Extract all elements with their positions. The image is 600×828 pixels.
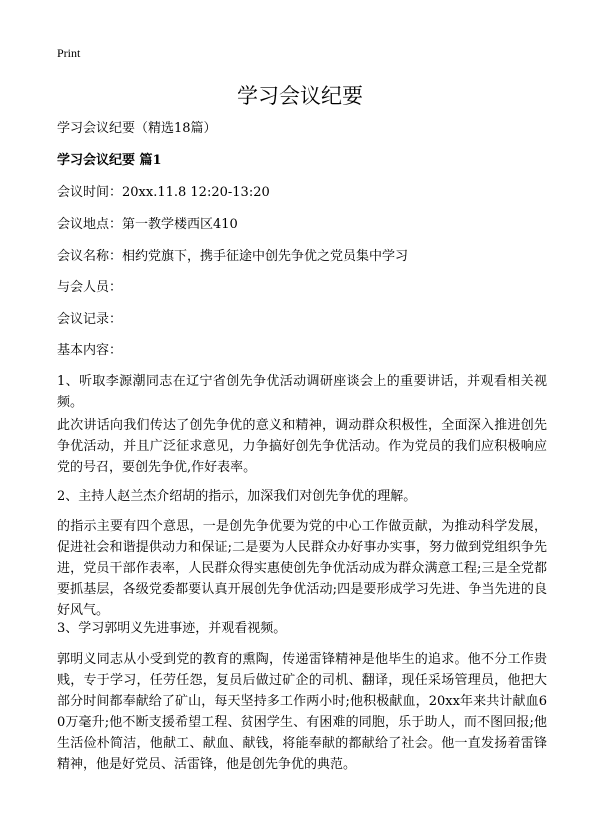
meeting-place: 会议地点：第一教学楼西区410: [57, 217, 238, 232]
paragraph: 3、学习郭明义先进事迹，并观看视频。: [57, 621, 287, 636]
paragraph: 此次讲话向我们传达了创先争优的意义和精神，调动群众积极性，全面深入推进创先争优活动，并且广泛征求意见，力争搞好创先争优活动。作为党员的我们应积极响应党的号召，要创先争优,作好表率。: [57, 418, 547, 475]
meeting-record: 会议记录：: [57, 312, 123, 327]
subtitle: 学习会议纪要（精选18篇）: [57, 121, 217, 136]
paragraph: 郭明义同志从小受到党的教育的熏陶，传递雷锋精神是他毕生的追求。他不分工作贵贱，专于学习，任劳任怨，复员后做过矿企的司机、翻译，现任采场管理员，他把大部分时间都奉献给了矿山，每天坚持多工作两小时;他积极献血，20xx年来共计献血60万毫升;他不断支援希望工程、贫困学生、有困难的同胞，乐于助人，而不图回报;他生活俭朴简洁，他献工、献血、献钱，将能奉献的都献给了社会。他一直发扬着雷锋精神，他是好党员、活雷锋，他是创先争优的典范。: [57, 652, 547, 772]
meeting-time: 会议时间：20xx.11.8 12:20-13:20: [57, 185, 270, 200]
section-heading: 学习会议纪要 篇1: [57, 153, 162, 168]
meeting-name: 会议名称：相约党旗下，携手征途中创先争优之党员集中学习: [57, 249, 409, 264]
paragraph: 1、听取李源潮同志在辽宁省创先争优活动调研座谈会上的重要讲话，并观看相关视频。: [57, 374, 547, 410]
meeting-attendees: 与会人员：: [57, 280, 123, 295]
paragraph: 的指示主要有四个意思，一是创先争优要为党的中心工作做贡献，为推动科学发展，促进社会和谐提供动力和保证;二是要为人民群众办好事办实事，努力做到党组织争先进，党员干部作表率，人民群众得实惠使创先争优活动成为群众满意工程;三是全党都要抓基层，各级党委都要认真开展创先争优活动;四是要形成学习先进、争当先进的良好风气。: [57, 519, 547, 618]
basic-content-label: 基本内容：: [57, 343, 123, 358]
paragraph: 2、主持人赵兰杰介绍胡的指示，加深我们对创先争优的理解。: [57, 489, 417, 504]
page-title: 学习会议纪要: [237, 84, 363, 108]
print-link[interactable]: Print: [57, 46, 81, 60]
